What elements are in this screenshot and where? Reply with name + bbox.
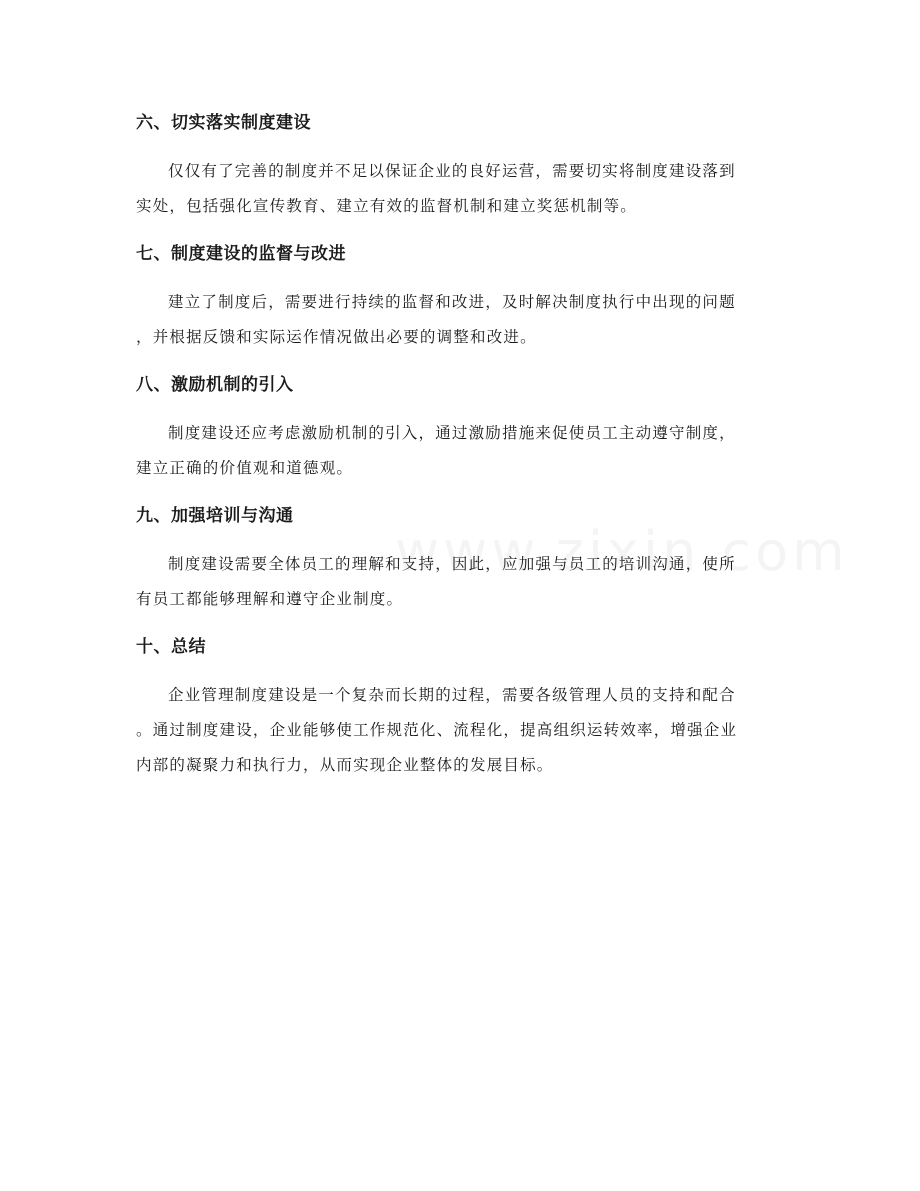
paragraph-line: 制度建设需要全体员工的理解和支持，因此，应加强与员工的培训沟通，使所 — [168, 555, 736, 573]
section-title: 七、制度建设的监督与改进 — [136, 244, 346, 264]
paragraph-line: 内部的凝聚力和执行力，从而实现企业整体的发展目标。 — [136, 756, 554, 774]
section-title: 六、切实落实制度建设 — [136, 113, 311, 133]
section-10 — [136, 634, 784, 783]
section-9 — [136, 503, 784, 617]
document-content — [136, 110, 784, 800]
section-7 — [136, 241, 784, 355]
section-title: 九、加强培训与沟通 — [136, 506, 294, 526]
paragraph-line: 企业管理制度建设是一个复杂而长期的过程，需要各级管理人员的支持和配合 — [168, 686, 736, 704]
section-8 — [136, 372, 784, 486]
paragraph-line: 建立了制度后，需要进行持续的监督和改进，及时解决制度执行中出现的问题 — [168, 293, 736, 311]
paragraph-line: 。通过制度建设，企业能够使工作规范化、流程化，提高组织运转效率，增强企业 — [136, 721, 738, 739]
section-title: 十、总结 — [136, 637, 206, 657]
section-paragraph — [136, 547, 784, 617]
paragraph-line: ，并根据反馈和实际运作情况做出必要的调整和改进。 — [136, 328, 537, 346]
paragraph-line: 建立正确的价值观和道德观。 — [136, 459, 354, 477]
section-paragraph — [136, 416, 784, 486]
paragraph-line: 仅仅有了完善的制度并不足以保证企业的良好运营，需要切实将制度建设落到 — [168, 162, 736, 180]
section-paragraph — [136, 678, 784, 783]
paragraph-line: 制度建设还应考虑激励机制的引入，通过激励措施来促使员工主动遵守制度， — [168, 424, 736, 442]
section-6 — [136, 110, 784, 224]
section-paragraph — [136, 285, 784, 355]
paragraph-line: 实处，包括强化宣传教育、建立有效的监督机制和建立奖惩机制等。 — [136, 197, 638, 215]
paragraph-line: 有员工都能够理解和遵守企业制度。 — [136, 590, 404, 608]
section-title: 八、激励机制的引入 — [136, 375, 294, 395]
section-paragraph — [136, 154, 784, 224]
